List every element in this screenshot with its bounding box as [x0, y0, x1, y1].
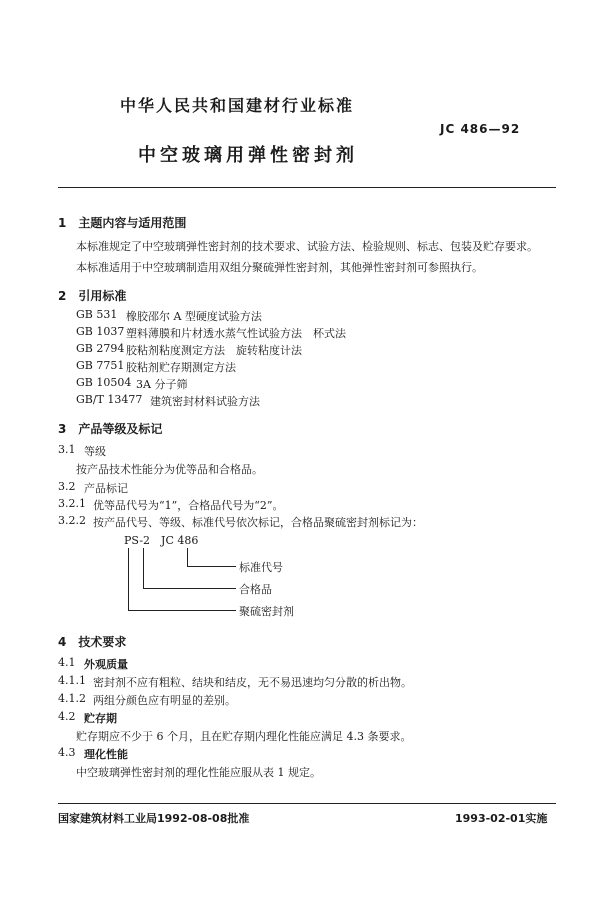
footer-rule [58, 803, 556, 804]
ref-name: 胶粘剂贮存期测定方法 [126, 361, 236, 374]
ref-code: GB 1037 [76, 325, 125, 338]
document-title: 中空玻璃用弹性密封剂 [138, 145, 358, 166]
clause-text: 贮存期应不少于 6 个月，且在贮存期内理化性能应满足 4.3 条要求。 [76, 730, 412, 743]
marking-example: PS-2 JC 486 [124, 534, 199, 547]
clause-text: 按产品技术性能分为优等品和合格品。 [76, 463, 263, 476]
section-2-heading: 2 引用标准 [58, 289, 127, 303]
standard-code: JC 486—92 [440, 122, 521, 136]
clause-number: 3.1 [58, 443, 76, 456]
marking-connector [128, 548, 129, 611]
ref-code: GB/T 13477 [76, 393, 143, 406]
ref-name: 胶粘剂粘度测定方法 旋转粘度计法 [126, 344, 302, 357]
ref-name: 建筑密封材料试验方法 [150, 395, 260, 408]
ref-code: GB 7751 [76, 359, 125, 372]
marking-label-standard: 标准代号 [239, 561, 283, 574]
clause-text: 密封剂不应有粗粒、结块和结皮，无不易迅速均匀分散的析出物。 [93, 676, 412, 689]
section-1-heading: 1 主题内容与适用范围 [58, 216, 187, 230]
clause-title: 产品标记 [84, 482, 128, 495]
marking-connector [187, 566, 236, 567]
section-4-heading: 4 技术要求 [58, 635, 127, 649]
ref-code: GB 531 [76, 308, 118, 321]
marking-connector [128, 610, 236, 611]
clause-number: 3.2 [58, 480, 76, 493]
clause-number: 4.2 [58, 710, 76, 723]
clause-title: 贮存期 [84, 712, 117, 725]
section-1-paragraph-2: 本标准适用于中空玻璃制造用双组分聚硫弹性密封剂，其他弹性密封剂可参照执行。 [76, 261, 483, 274]
clause-number: 3.2.1 [58, 497, 86, 510]
marking-label-grade: 合格品 [239, 583, 272, 596]
ref-code: GB 10504 [76, 376, 132, 389]
clause-title: 理化性能 [84, 748, 128, 761]
clause-text: 优等品代号为“1”，合格品代号为“2”。 [93, 499, 284, 512]
ref-code: GB 2794 [76, 342, 125, 355]
ref-name: 橡胶邵尔 A 型硬度试验方法 [126, 310, 262, 323]
clause-title: 等级 [84, 445, 106, 458]
marking-connector [143, 548, 144, 589]
clause-number: 4.1 [58, 656, 76, 669]
clause-number: 4.1.2 [58, 692, 86, 705]
approval-note: 国家建筑材料工业局1992-08-08批准 [58, 812, 250, 825]
clause-title: 外观质量 [84, 658, 128, 671]
clause-number: 4.3 [58, 746, 76, 759]
marking-label-product: 聚硫密封剂 [239, 605, 294, 618]
marking-connector [143, 588, 236, 589]
clause-text: 两组分颜色应有明显的差别。 [93, 694, 236, 707]
issuer-title: 中华人民共和国建材行业标准 [120, 96, 355, 115]
section-3-heading: 3 产品等级及标记 [58, 422, 163, 436]
section-1-paragraph-1: 本标准规定了中空玻璃弹性密封剂的技术要求、试验方法、检验规则、标志、包装及贮存要求。 [76, 240, 538, 253]
clause-text: 按产品代号、等级、标准代号依次标记，合格品聚硫密封剂标记为： [93, 516, 423, 529]
ref-name: 3A 分子筛 [136, 378, 188, 391]
clause-number: 3.2.2 [58, 514, 86, 527]
marking-connector [187, 548, 188, 567]
effective-date: 1993-02-01实施 [455, 812, 548, 825]
ref-name: 塑料薄膜和片材透水蒸气性试验方法 杯式法 [126, 327, 346, 340]
header-rule [58, 187, 556, 188]
clause-number: 4.1.1 [58, 674, 86, 687]
clause-text: 中空玻璃弹性密封剂的理化性能应服从表 1 规定。 [76, 766, 321, 779]
